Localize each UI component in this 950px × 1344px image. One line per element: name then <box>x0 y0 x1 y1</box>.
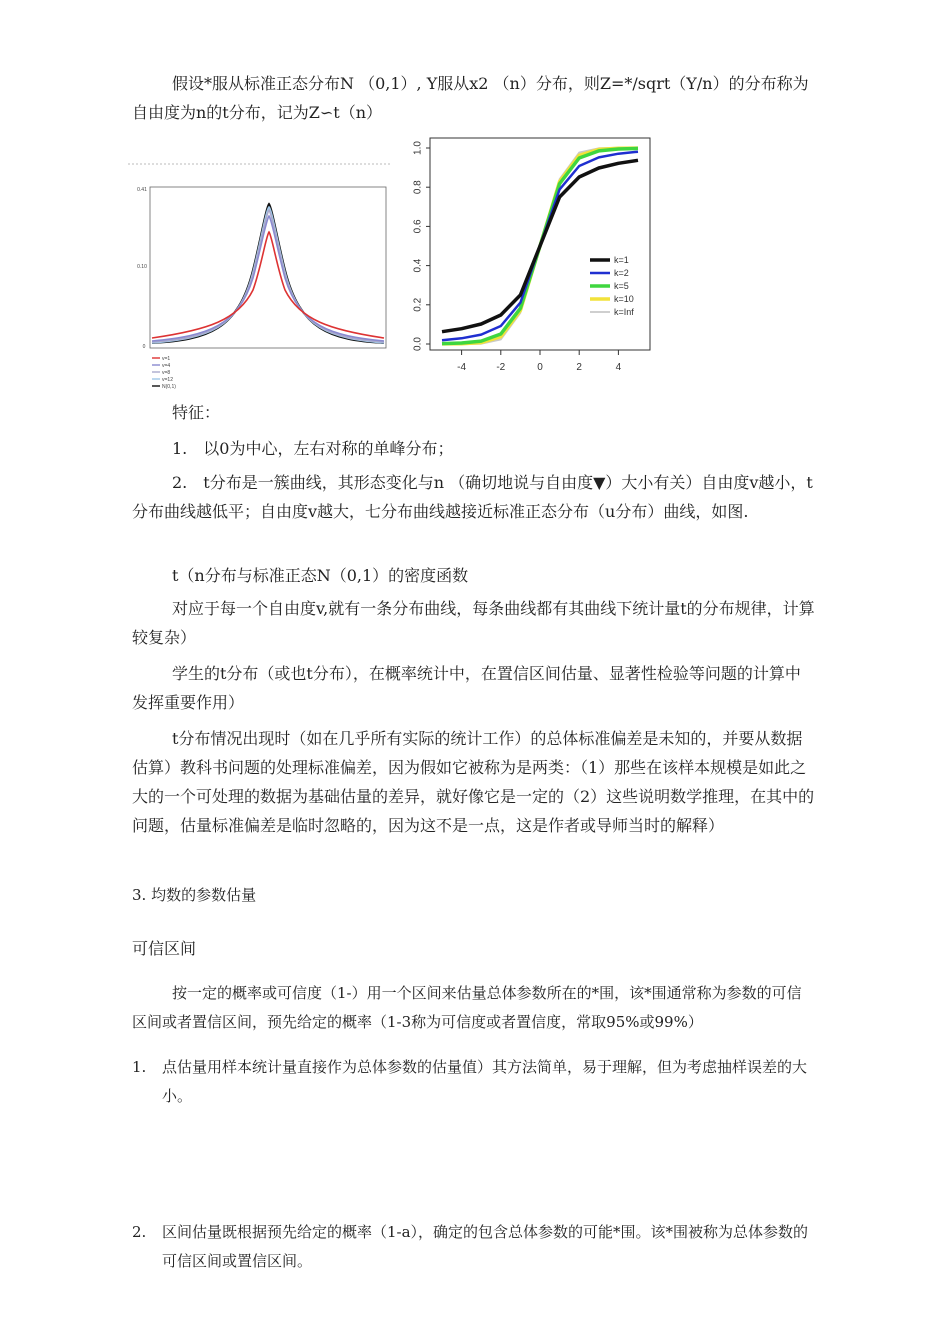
section-heading-ci: 可信区间 <box>132 939 197 958</box>
cdf-legend <box>590 255 634 317</box>
left-legend-v4: v=4 <box>162 363 171 369</box>
left-legend-v12: v=12 <box>162 377 173 383</box>
student-t-paragraph: 学生的t分布（或也t分布），在概率统计中，在置信区间估量、显著性检验等问题的计算中发挥重要作用） <box>132 664 801 712</box>
feature-1: 1. 以0为中心，左右对称的单峰分布； <box>172 439 454 458</box>
t-density-chart <box>128 160 390 395</box>
cdf-lines <box>442 148 638 344</box>
occurrence-paragraph: t分布情况出现时（如在几乎所有实际的统计工作）的总体标准偏差是未知的，并要从数据估算）教科书问题的处理标准偏差，因为假如它被称为是两类：（1）那些在该样本规模是如此之大的一个可处理的数据为基础估量的差异，就好像它是一定的（2）这些说明数学推理，在其中的问题，估量标准偏差是临时忽略的，因为这不是一点，这是作者或导师当时的解释） <box>132 729 815 835</box>
cdf-xtick-label: 4 <box>615 362 622 373</box>
curve-v12 <box>152 207 384 343</box>
list-item-text: 区间估量既根据预先给定的概率（1-a），确定的包含总体参数的可能*围。该*围被称为总体参数的可信区间或置信区间。 <box>162 1223 809 1270</box>
list-item-number: 2. <box>132 1223 147 1241</box>
density-paragraph: t（n分布与标准正态N（0,1）的密度函数 <box>172 566 469 585</box>
cdf-xticks <box>457 350 621 373</box>
cdf-legend-label: k=10 <box>614 294 634 304</box>
cdf-xtick-label: -2 <box>496 362 506 373</box>
cdf-ytick-label: 0.0 <box>412 337 424 351</box>
curve-normal <box>152 204 384 343</box>
cdf-ytick-label: 0.8 <box>412 180 424 195</box>
curve-v8 <box>152 210 384 342</box>
cdf-xtick-label: 2 <box>576 362 582 373</box>
cdf-line-k-1 <box>442 160 638 331</box>
cdf-ytick-label: 0.6 <box>412 219 424 234</box>
cdf-legend-label: k=5 <box>614 281 629 291</box>
list-item <box>132 1053 816 1111</box>
cdf-xtick-label: 0 <box>537 362 543 373</box>
left-legend-v8: v=8 <box>162 370 171 376</box>
feature-2: 2. t分布是一簇曲线，其形态变化与n （确切地说与自由度▼）大小有关）自由度v越小，t分布曲线越低平；自由度v越大，七分布曲线越接近标准正态分布（u分布）曲线，如图. <box>132 473 813 521</box>
left-legend <box>152 356 176 390</box>
list-item-number: 1. <box>132 1058 147 1076</box>
intro-paragraph: 假设*服从标准正态分布N （0,1）, Y服从x2 （n）分布，则Z=*/sqrt（Y/n）的分布称为自由度为n的t分布，记为Z∽t（n） <box>132 74 809 122</box>
left-ytick-zero: 0 <box>142 344 146 350</box>
cdf-ytick-label: 0.2 <box>412 297 424 312</box>
cdf-xtick-label: -4 <box>457 362 467 373</box>
list-item-text: 点估量用样本统计量直接作为总体参数的估量值）其方法简单，易于理解，但为考虑抽样误差的大小。 <box>162 1058 808 1105</box>
left-legend-normal: N(0,1) <box>162 384 176 390</box>
each-df-paragraph: 对应于每一个自由度v,就有一条分布曲线，每条曲线都有其曲线下统计量t的分布规律，计算较复杂） <box>132 599 815 647</box>
cdf-legend-label: k=Inf <box>614 307 634 317</box>
cdf-ytick-label: 0.4 <box>412 258 424 273</box>
section-heading-mean: 3. 均数的参数估量 <box>132 886 257 904</box>
left-ytick-top: 0.41 <box>137 187 147 193</box>
cdf-ytick-label: 1.0 <box>412 141 424 155</box>
cdf-yticks <box>413 141 430 351</box>
left-legend-v1: v=1 <box>162 356 171 362</box>
curve-v1 <box>152 232 384 338</box>
features-label: 特征： <box>172 403 221 422</box>
cdf-legend-label: k=2 <box>614 268 629 278</box>
left-ytick-mid: 0.10 <box>137 264 147 270</box>
cdf-legend-label: k=1 <box>614 255 629 265</box>
ci-paragraph: 按一定的概率或可信度（1-）用一个区间来估量总体参数所在的*围，该*围通常称为参数的可信区间或者置信区间，预先给定的概率（1-3称为可信度或者置信度，常取95%或99%） <box>132 984 802 1031</box>
t-cdf-chart <box>400 132 660 390</box>
list-item <box>132 1218 816 1276</box>
